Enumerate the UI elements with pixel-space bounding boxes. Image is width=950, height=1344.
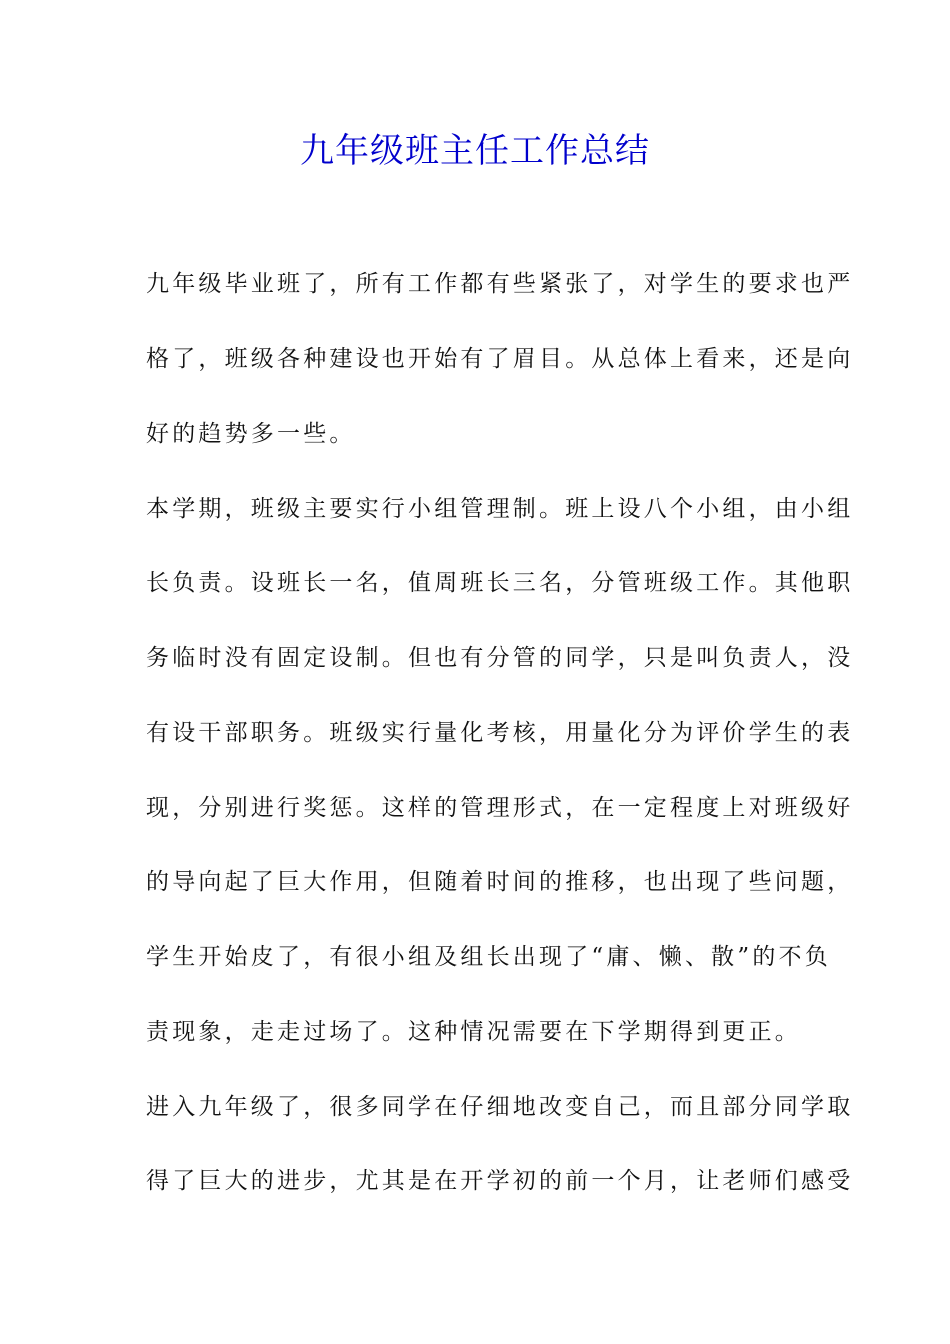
body-line: 好的趋势多一些。 [146, 421, 356, 447]
body-line: 本学期，班级主要实行小组管理制。班上设八个小组，由小组 [146, 496, 854, 522]
body-line: 现，分别进行奖惩。这样的管理形式，在一定程度上对班级好 [146, 795, 854, 821]
body-line: 的导向起了巨大作用，但随着时间的推移，也出现了些问题， [146, 869, 854, 895]
document-title: 九年级班主任工作总结 [300, 131, 650, 171]
body-line: 格了，班级各种建设也开始有了眉目。从总体上看来，还是向 [146, 346, 854, 372]
body-line: 务临时没有固定设制。但也有分管的同学，只是叫负责人，没 [146, 645, 854, 671]
body-line: 有设干部职务。班级实行量化考核，用量化分为评价学生的表 [146, 720, 854, 746]
body-line: 责现象，走走过场了。这种情况需要在下学期得到更正。 [146, 1019, 801, 1045]
body-line: 学生开始皮了，有很小组及组长出现了“庸、懒、散”的不负 [146, 944, 831, 970]
body-line: 九年级毕业班了，所有工作都有些紧张了，对学生的要求也严 [146, 271, 854, 297]
body-line: 得了巨大的进步，尤其是在开学初的前一个月，让老师们感受 [146, 1168, 854, 1194]
body-line: 进入九年级了，很多同学在仔细地改变自己，而且部分同学取 [146, 1094, 854, 1120]
body-line: 长负责。设班长一名，值周班长三名，分管班级工作。其他职 [146, 570, 854, 596]
